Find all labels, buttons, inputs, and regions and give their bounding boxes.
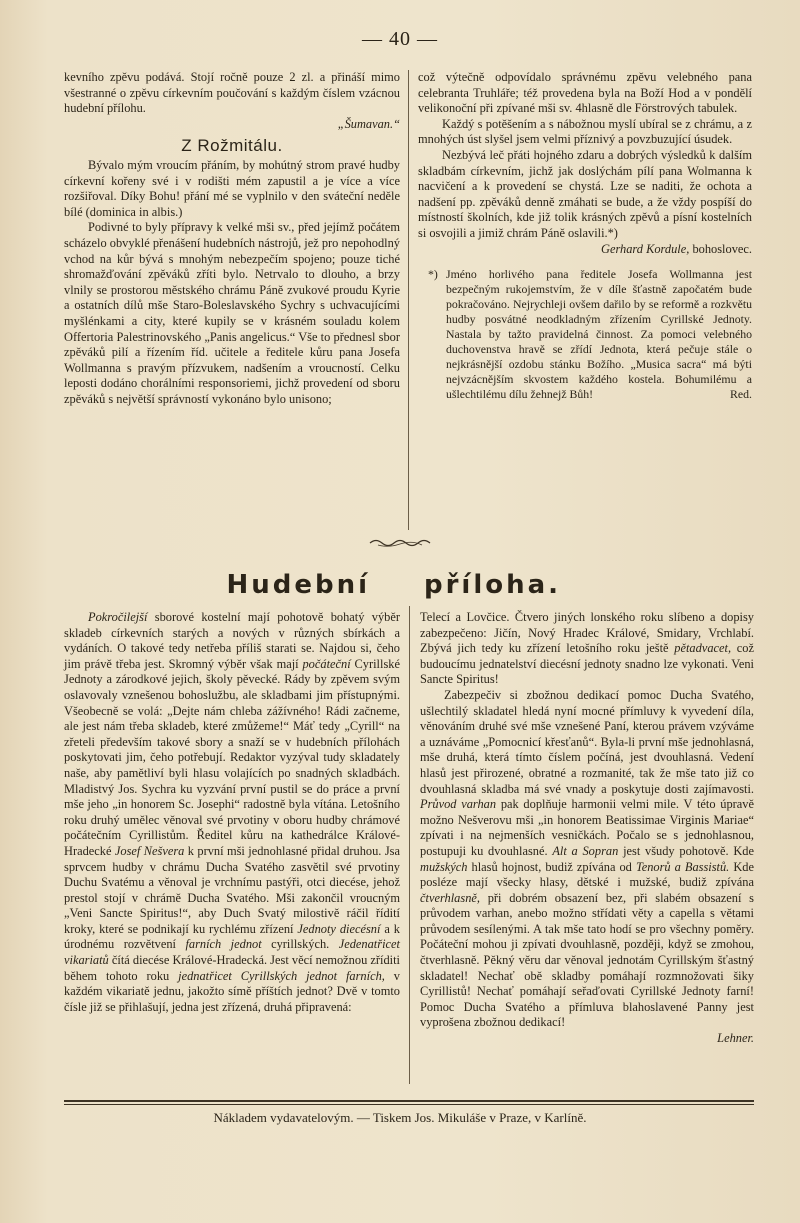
imprint: Nákladem vydavatelovým. — Tiskem Jos. Mikuláše v Praze, v Karlíně. [213,1110,587,1125]
paragraph: Bývalo mým vroucím přáním, by mohútný strom pravé hudby církevní kořeny své i v rodišti mém zapustil a je více a více rozšiřoval. Díky Bohu! přání mé se vyplnilo v den sváteční neděle bílé (dominica in albis.) [64,157,400,219]
footer-rule [64,1104,754,1105]
column-divider [409,606,410,1084]
paragraph: což výtečně odpovídalo správnému zpěvu velebného pana celebranta Truhláře; též provedena byla na Boží Hod a v pondělí velikonoční při zpívané mši sv. 4hlasně dle Förstrových tabulek. [418,70,752,116]
footnote-text: *) Jméno horlivého pana ředitele Josefa Wollmanna jest bezpečným rukojemstvím, že v díle šťastně započatém bude pokračováno. Nejrychleji ovšem dařilo by se reformě a rozkvětu hudby posvátné neodkladným zřízením Cyrillské Jednoty. Nastala by tažto pravidelná činnost. Za pomoci velebného duchovenstva hravě se zřídí Jednota, která pečuje stále o nejkrásnější ozdobu stánku Božího. „Musica sacra“ má býti nejvzácnějším skvostem každého kostela. Bohumilému a ušlechtilému dílu žehnejž Bůh! Red. [428,267,752,402]
paragraph: Každý s potěšením a s nábožnou myslí ubíral se z chrámu, a z mnohých úst slyšel jsem velmi příznivý a povzbuzující úsudek. [418,116,752,147]
author-signature: Lehner. [717,1031,754,1046]
top-left-column [64,70,400,407]
section-title [0,566,800,602]
footnote [418,267,752,402]
paragraph: kevního zpěvu podává. Stojí ročně pouze 2 zl. a přináší mimo všestranné o zpěvu církevním poučování s každým číslem vzácnou hudební přílohu. [64,70,400,116]
article-heading: Z Rožmitálu. [181,136,283,156]
section-title-word: příloha. [424,570,562,600]
signature: „Šumavan.“ [337,116,400,131]
paragraph: Podivné to byly přípravy k velké mši sv., před jejímž počátem scházelo obvyklé přenášení hudebních nástrojů, jež pro nepohodlný vchod na kůr bývá s mnohým nebezpečím spojeno; pouze tiché shromažďování zpěváků zříti bylo. Netrvalo to dlouho, a brzy vlnily se prostorou městského chrámu Páně zvukové proudu Kyrie a ostatních dílů mše Staro-Boleslavského Sychry s uchvacujícími myšlénkami a city, které kupily se v krásném souladu kolem Offertoria Palestrinovského „Panis angelicus.“ Vše to přednesl sbor zpěváků pilí a řízením říd. učitele a ředitele kůru pana Josefa Wollmanna s pravým přízvukem, nadšením a vroucností. Celku leposti dodáno chorálními responsoriemi, jichž provedení od sboru zpěváků s největší správností vykonáno bylo unisono; [64,220,400,406]
footer-rule [64,1100,754,1102]
bottom-left-column [64,610,400,1015]
section-title-word: Hudební [226,570,370,600]
paragraph: Nezbývá leč přáti hojného zdaru a dobrých výsledků k dalším skladbám církevním, jichž jak doslýchám pílí pana Wolmanna k nacvičení a k provedení se chystá. Lze se naditi, že ochota a nadšení pp. zpěváků denně zmáhati se bude, a že vždy pospíší do místností školních, kde již tolik krásných zpěvů a písní kostelních si osvojili a jimiž chrám Páně oslavili.*) [418,147,752,240]
top-right-column [418,70,752,402]
page-number: — 40 — [362,28,438,50]
paragraph: Zabezpečiv si zbožnou dedikací pomoc Ducha Svatého, ušlechtilý skladatel hledá nyní mocné přímluvy k vyvedení díla, věnováním druhé své mše vznešené Paní, kterou právem vzýváme a uznáváme „Pomocnicí křesťanů“. Byla-li první mše jednohlasná, mše druhá, která tímto číslem počíná, jest dvouhlasná. Vedení hlasů jest přirozené, obratné a rozmanité, tak že mše tato již co dvouhlasná skladba má své vnady a poskytuje dosti zajímavosti. Průvod varhan pak doplňuje harmonii velmi mile. V této úpravě možno Nešverovu mši „in honorem Beatissimae Virginis Mariae“ zpívati i na nejmenších vesničkách. Počalo se s jednohlasnou, postupuji ku dvouhlasné. Alt a Sopran jest všudy pohotově. Kde mužských hlasů hojnost, budiž zpívána od Tenorů a Bassistů. Kde posléze mají všecky hlasy, dětské i mužské, budiž zpívána čtverhlasně, při dobrém obsazení bez, při slabém obsazení s průvodem varhan, anebo možno střídati věty a capella s větami průvodem sesílenými. A tak mše tato hodí se pro všechny poměry. Počáteční mohou ji zpívati dvouhlasně, později, když se zmohou, čtverhlasně. Pěkný věru dar věnoval jednotám Cyrillským šťastný skladatel! Nechať obě skladby pomáhají rozmnožovati šiky Cyrillistů! Nechať pomáhají seřaďovati Cyrillské Jednoty farní! Pomoc Ducha Svatého a přímluva blahoslavené Panny jest vyprošena zbožnou dedikací! [420,687,754,1030]
author-name: Gerhard Kordule, [601,241,690,256]
paragraph: Pokročilejší sborové kostelní mají pohotově bohatý výběr skladeb církevních starých a nových v různých sbírkách a vydáních. O takové tedy netřeba příliš starati se. Najdou si, čeho jim právě třeba jest. Skromný výběr však mají počáteční Cyrillské Jednoty a zárodkové jejich, školy pěvecké. Rády by zpěvem svým oslavovaly vznešenou bohoslužbu, ale skladbami jim přístupnými. Všeobecně se volá: „Dejte nám chleba zážívného! Rádi začneme, ale jest nám třeba skladeb, které zmůžeme!“ Máť tedy „Cyrill“ na zřeteli především takové sbory a snaží se v hudebních přílohách poskytovati jim, čeho potřebují. Redaktor vyzýval tudy skladately naše, aby pamětliví byli hlasu volajících po snadných skladbách. Mladistvý Jos. Sychra ku vyzvání první pustil se do práce a první mše jeho „in honorem Sc. Josephi“ radostně byla vítána. Letošního roku druhý umělec věnoval své prvotiny v oboru hudby chrámové počátečním Cyrillistům. Ředitel kůru na kathedrálce Králové-Hradecké Josef Nešvera k první mši jednohlasné přidal druhou. Jsa sprvcem hudby v chrámu Ducha Svatého zasvětil své prvotiny Duchu Svatému a věnoval je vrchnímu pastýři, otci diecése, jehož prestol stojí v chrámě Ducha Svatého. Mši zakončil vroucným „Veni Sancte Spiritus!“, aby Duch Svatý milostivě ráčil řídití kroky, které se podnikají ku rychlému zřízení Jednoty diecésní a k úrodnému rozvětvení farních jednot cyrillských. Jedenatřicet vikariatů čítá diecése Králové-Hradecká. Jest věcí nemožnou zříditi během tohoto roku jednatřicet Cyrillských jednot farních, v každém vikariatě jednu, jakožto símě příštích jednot? Dvě v tomto čísle již se přihlašují, jedna jest zřízená, druhá připravená: [64,610,400,1014]
footnote-signature: Red. [730,387,752,402]
author-signature [418,242,752,258]
bottom-right-column [420,610,754,1047]
column-divider [408,70,409,530]
paragraph: Telecí a Lovčice. Čtvero jiných lonského roku slíbeno a dopisy zabezpečeno: Jičín, Nový Hradec Králové, Smidary, Vrchlabí. Zbývá jich tedy ku zřízení letošního roku ještě pětadvacet, což budoucímu jednatelství diecésní jednoty snadno lze vykonati. Veni Sancte Spiritus! [420,610,754,687]
author-title: bohoslovec. [692,241,752,256]
ornament-divider-icon [368,537,432,549]
footnote-mark: *) [428,267,438,282]
